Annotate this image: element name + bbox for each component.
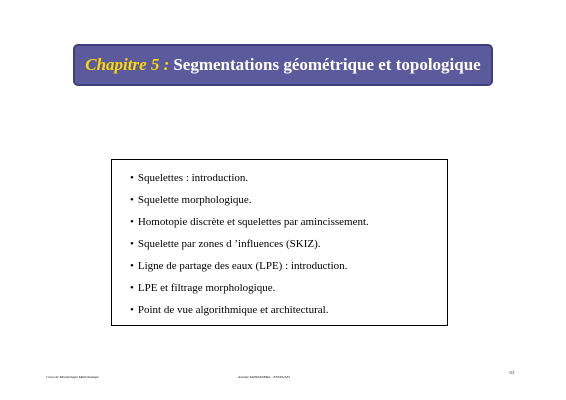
bullet-icon: • bbox=[130, 216, 134, 228]
list-item-text: LPE et filtrage morphologique. bbox=[137, 282, 276, 294]
bullet-list bbox=[130, 170, 369, 324]
list-item bbox=[130, 280, 369, 302]
list-item bbox=[130, 258, 369, 280]
list-item-text: Squelette par zones d ’influences (SKIZ). bbox=[137, 238, 321, 250]
chapter-label: Chapitre 5 : bbox=[85, 55, 170, 74]
list-item-text: Squelettes : introduction. bbox=[137, 172, 249, 184]
title-banner bbox=[73, 44, 493, 86]
list-item-text: Homotopie discrète et squelettes par amincissement. bbox=[137, 216, 369, 228]
list-item bbox=[130, 214, 369, 236]
bullet-icon: • bbox=[130, 282, 134, 294]
slide-title: Segmentations géométrique et topologique bbox=[173, 55, 481, 74]
list-item-text: Ligne de partage des eaux (LPE) : introduction. bbox=[137, 260, 348, 272]
page-number: 111 bbox=[509, 370, 515, 375]
bullet-icon: • bbox=[130, 260, 134, 272]
list-item bbox=[130, 236, 369, 258]
content-box bbox=[111, 159, 448, 326]
footer-author: Antoine MANZANERA – ENSTA/LEI bbox=[238, 375, 290, 379]
list-item-text: Squelette morphologique. bbox=[137, 194, 252, 206]
footer-course-name: Cours de Morphologie Mathématique bbox=[46, 375, 99, 379]
bullet-icon: • bbox=[130, 304, 134, 316]
list-item bbox=[130, 192, 369, 214]
bullet-icon: • bbox=[130, 172, 134, 184]
list-item-text: Point de vue algorithmique et architectural. bbox=[137, 304, 329, 316]
list-item bbox=[130, 170, 369, 192]
bullet-icon: • bbox=[130, 194, 134, 206]
bullet-icon: • bbox=[130, 238, 134, 250]
list-item bbox=[130, 302, 369, 324]
